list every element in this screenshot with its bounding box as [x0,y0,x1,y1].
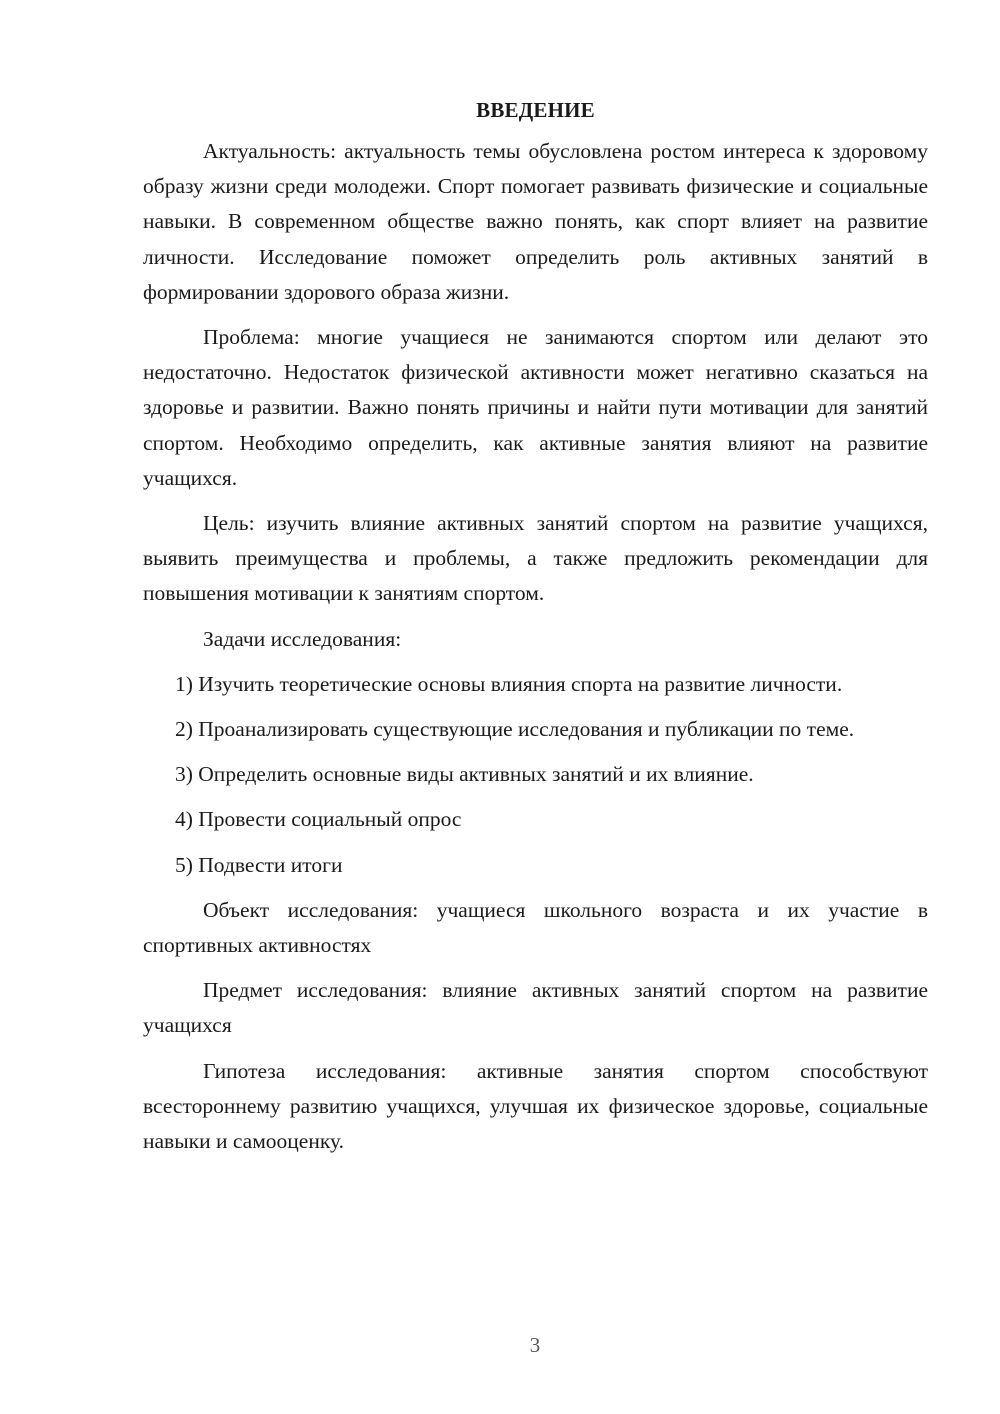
paragraph-object: Объект исследования: учащиеся школьного возраста и их участие в спортивных активностях [143,897,928,958]
list-item: 5) Подвести итоги [175,852,343,877]
page-title: ВВЕДЕНИЕ [476,98,595,122]
page-number: 3 [529,1333,541,1357]
document-page [143,93,928,1169]
paragraph-subject: Предмет исследования: влияние активных занятий спортом на развитие учащихся [143,978,928,1038]
paragraph-goal: Цель: изучить влияние активных занятий спортом на развитие учащихся, выявить преимущества и проблемы, а также предложить рекомендации для повышения мотивации к занятиям спортом. [143,511,928,606]
list-item: 4) Провести социальный опрос [175,807,462,832]
paragraph-problem: Проблема: многие учащиеся не занимаются спортом или делают это недостаточно. Недостаток физической активности может негативно сказаться на здоровье и развитии. Важно понять причины и найти пути мотивации для занятий спортом. Необходимо определить, как активные занятия влияют на развитие учащихся. [143,325,928,490]
paragraph-relevance: Актуальность: актуальность темы обусловлена ростом интереса к здоровому образу жизни среди молодежи. Спорт помогает развивать физические и социальные навыки. В современном обществе важно понять, как спорт влияет на развитие личности. Исследование поможет определить роль активных занятий в формировании здорового образа жизни. [143,139,928,304]
list-item: 3) Определить основные виды активных занятий и их влияние. [175,762,754,787]
tasks-list [143,667,928,883]
tasks-heading: Задачи исследования: [203,626,402,651]
list-item: 1) Изучить теоретические основы влияния спорта на развитие личности. [175,671,843,696]
list-item: 2) Проанализировать существующие исследования и публикации по теме. [175,717,855,742]
paragraph-hypothesis: Гипотеза исследования: активные занятия спортом способствуют всестороннему развитию учащихся, улучшая их физическое здоровье, социальные навыки и самооценку. [143,1058,928,1154]
